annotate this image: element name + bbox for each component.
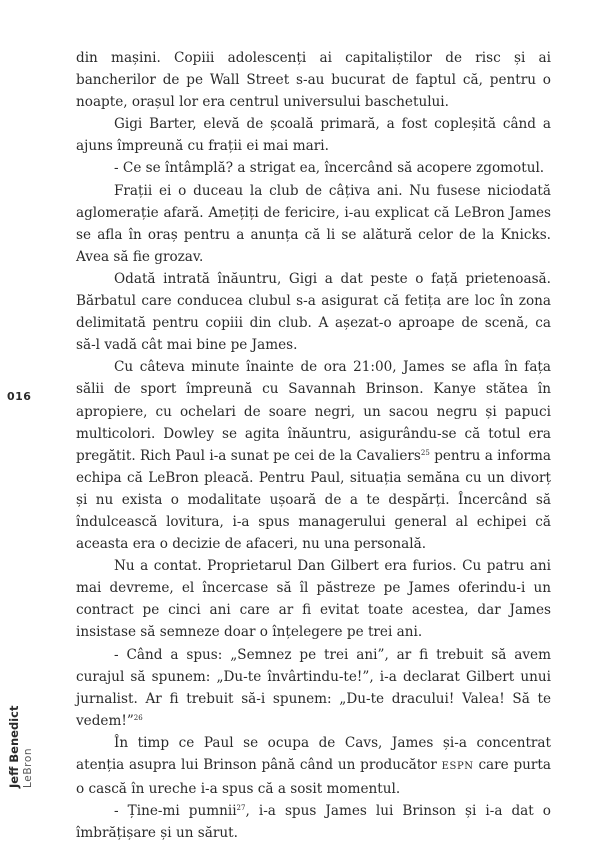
paragraph	[76, 356, 551, 555]
paragraph	[76, 644, 551, 732]
author-name: Jeff Benedict	[7, 705, 21, 788]
paragraph: - Ce se întâmplă? a strigat ea, încercând să acopere zgomotul.	[114, 160, 545, 177]
paragraph-text: , i-a spus James lui Brinson și i-a dat o îmbrățișare și un sărut.	[76, 803, 551, 842]
page-number: 016	[7, 390, 32, 403]
running-head	[7, 668, 41, 788]
paragraph-text: - Ține-mi pumnii	[114, 803, 237, 820]
paragraph	[76, 800, 551, 844]
paragraph: Odată intrată înăuntru, Gigi a dat peste o față prietenoasă. Bărbatul care conducea clubul s-a asigurat că fetița are loc în zona delimitată pentru copiii din club. A așezat-o aproape de scenă, ca să-l vadă cât mai bine pe James.	[76, 270, 551, 354]
paragraph-text: - Când a spus: „Semnez pe trei ani”, ar fi trebuit să avem curajul să spunem: „Du-te învârtindu-te!”, i-a declarat Gilbert unui jurnalist. Ar fi trebuit să-i spunem: „Du-te dracului! Valea! Să te vedem!”	[76, 646, 551, 729]
paragraph-text: În timp ce Paul se ocupa de Cavs, James și-a concentrat atenția asupra lui Brinson până când un producător	[76, 734, 551, 773]
body-text	[76, 47, 551, 844]
footnote-ref: 27	[236, 804, 246, 813]
footnote-ref: 25	[420, 448, 430, 457]
paragraph-text: pentru a informa echipa că LeBron pleacă. Pentru Paul, situația semăna cu un divorț și nu exista o modalitate ușoară de a te despărți. Încercând să îndulcească lovitura, i-a spus managerului general al echipei că aceasta era o decizie de afaceri, nu una personală.	[76, 447, 551, 553]
paragraph: Gigi Barter, elevă de școală primară, a fost copleșită când a ajuns împreună cu frații ei mai mari.	[76, 116, 551, 155]
paragraph: Frații ei o duceau la club de câțiva ani. Nu fusese niciodată aglomerație afară. Amețiți de fericire, i-au explicat că LeBron James se afla în oraș pentru a anunța că li se alătură celor de la Knicks. Avea să fie grozav.	[76, 182, 551, 265]
paragraph: din mașini. Copiii adolescenți ai capitaliștilor de risc și ai bancherilor de pe Wall Street s-au bucurat de faptul că, pentru o noapte, orașul lor era centrul universului baschetului.	[76, 50, 551, 111]
abbreviation: ESPN	[441, 761, 474, 772]
footnote-ref: 26	[133, 713, 143, 722]
book-title: LeBron	[22, 747, 34, 788]
paragraph-text: Cu câteva minute înainte de ora 21:00, James se afla în fața sălii de sport împreună cu Savannah Brinson. Kanye stătea în apropiere, cu ochelari de soare negri, un sacou negru și papuci multicolori. Dowley se agita înăuntru, asigurându-se că totul era pregătit. Rich Paul i-a sunat pe cei de la Cavaliers	[76, 359, 551, 464]
paragraph-text: care purta o cască în ureche i-a spus că a sosit momentul.	[76, 757, 551, 798]
paragraph	[76, 732, 551, 800]
paragraph: Nu a contat. Proprietarul Dan Gilbert era furios. Cu patru ani mai devreme, el încercase să îl păstreze pe James oferindu-i un contract pe cinci ani care ar fi evitat toate acestea, dar James insistase să semneze doar o înțelegere pe trei ani.	[76, 558, 551, 641]
running-head-text	[7, 706, 35, 788]
